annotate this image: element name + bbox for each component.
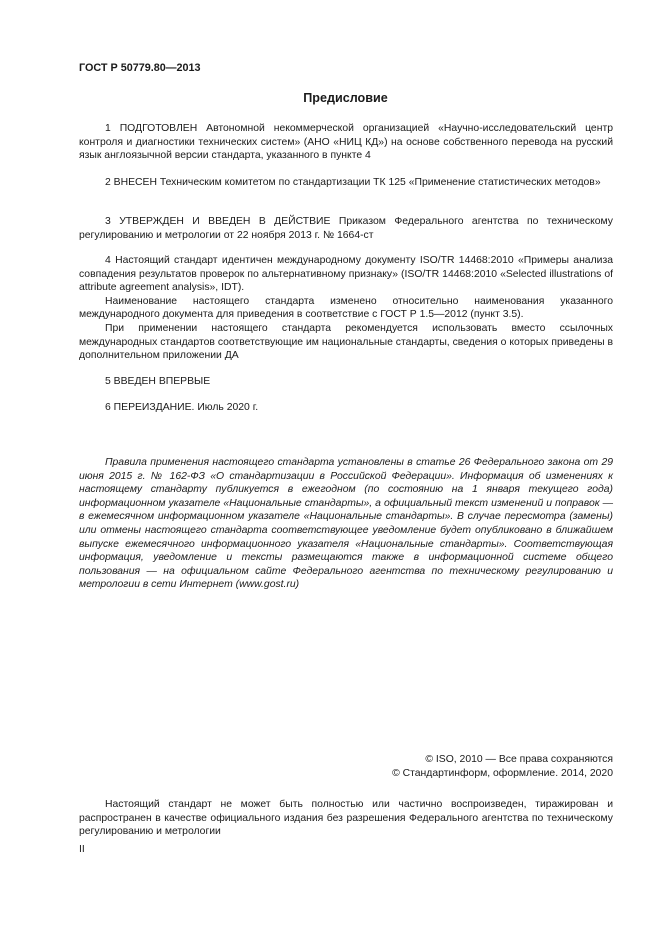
item-6 bbox=[79, 401, 613, 415]
page-number: II bbox=[79, 844, 85, 855]
page-title: Предисловие bbox=[303, 91, 388, 105]
item-1-text: 1 ПОДГОТОВЛЕН Автономной некоммерческой организацией «Научно-исследовательский центр контроля и диагностики технических систем» (АНО «НИЦ КД») на основе собственного перевода на русский язык англоязычной версии стандарта, указанного в пункте 4 bbox=[79, 123, 613, 162]
item-2 bbox=[79, 176, 613, 190]
copyright-standartinform: © Стандартинформ, оформление. 2014, 2020 bbox=[392, 767, 613, 779]
item-4-paragraph-2: Наименование настоящего стандарта изменено относительно наименования указанного международного документа для приведения в соответствие с ГОСТ Р 1.5—2012 (пункт 3.5). bbox=[79, 295, 613, 321]
document-code: ГОСТ Р 50779.80—2013 bbox=[79, 62, 201, 74]
copyright-iso: © ISO, 2010 — Все права сохраняются bbox=[425, 754, 613, 765]
item-4-paragraph-3: При применении настоящего стандарта рекомендуется использовать вместо ссылочных международных стандартов соответствующие им национальные стандарты, сведения о которых приведены в дополнительном приложении ДА bbox=[79, 322, 613, 362]
item-3-text: 3 УТВЕРЖДЕН И ВВЕДЕН В ДЕЙСТВИЕ Приказом Федерального агентства по техническому регулированию и метрологии от 22 ноября 2013 г. № 1664-ст bbox=[79, 216, 613, 241]
item-4 bbox=[79, 254, 613, 363]
item-6-text: 6 ПЕРЕИЗДАНИЕ. Июль 2020 г. bbox=[105, 402, 259, 413]
item-1 bbox=[79, 122, 613, 163]
item-2-text: 2 ВНЕСЕН Техническим комитетом по стандартизации ТК 125 «Применение статистических методов» bbox=[105, 177, 601, 188]
copyright-block bbox=[392, 753, 613, 780]
rules-note: Правила применения настоящего стандарта установлены в статье 26 Федерального закона от 29 июня 2015 г. № 162-ФЗ «О стандартизации в Российской Федерации». Информация об изменениях к настоящему стандарту публикуется в ежегодном (по состоянию на 1 января текущего года) информационном указателе «Национальные стандарты», а официальный текст изменений и поправок — в ежемесячном информационном указателе «Национальные стандарты». В случае пересмотра (замены) или отмены настоящего стандарта соответствующее уведомление будет опубликовано в ближайшем выпуске ежемесячного информационного указателя «Национальные стандарты». Соответствующая информация, уведомление и тексты размещаются также в информационной системе общего пользования — на официальном сайте Федерального агентства по техническому регулированию и метрологии в сети Интернет (www.gost.ru) bbox=[79, 457, 613, 591]
item-4-paragraph-1: 4 Настоящий стандарт идентичен международному документу ISO/TR 14468:2010 «Примеры анализа совпадения результатов проверок по альтернативному признаку» (ISO/TR 14468:2010 «Selected illustrations of attribute agreement analysis», IDT). bbox=[79, 255, 613, 294]
item-5-text: 5 ВВЕДЕН ВПЕРВЫЕ bbox=[105, 376, 211, 387]
item-3 bbox=[79, 215, 613, 242]
reproduction-notice: Настоящий стандарт не может быть полностью или частично воспроизведен, тиражирован и распространен в качестве официального издания без разрешения Федерального агентства по техническому регулированию и метрологии bbox=[79, 799, 613, 838]
item-5 bbox=[79, 375, 613, 389]
